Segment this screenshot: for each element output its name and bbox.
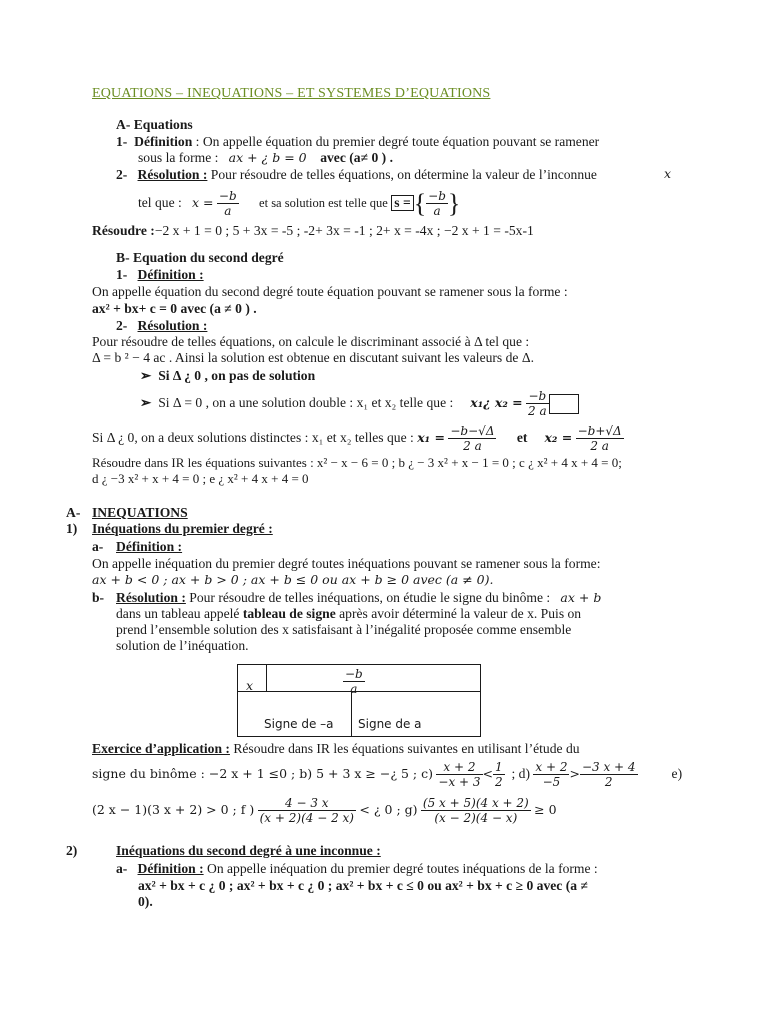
b-definition-heading	[116, 267, 204, 283]
arrow-icon: ➢	[140, 368, 152, 383]
definition-label: Définition :	[137, 861, 204, 876]
ineq-s2a-line	[116, 861, 598, 877]
ineq-b-line3: prend l’ensemble solution des x satisfaisant à l’inégalité proposée comme ensemble	[116, 622, 572, 637]
b-text2c: après avoir déterminé la valeur de x. Puis on	[335, 606, 582, 621]
ineq-letter: A-	[66, 505, 81, 520]
exercice-label: Exercice d’application :	[92, 741, 230, 756]
ineq-a-text: On appelle inéquation du premier degré toutes inéquations pouvant se ramener sous la forme:	[92, 556, 601, 571]
case1-text: Si Δ ¿ 0 , on pas de solution	[158, 368, 316, 383]
double-root-fraction: $\frac{-b}{2 a}$	[528, 389, 547, 419]
c-frac1: $\frac{x + 2}{-x + 3}$	[438, 760, 481, 790]
resolution-line	[116, 167, 597, 183]
exercice-line1	[92, 741, 580, 757]
definition-label: Définition	[134, 134, 193, 149]
table-border-right	[480, 664, 481, 737]
ineq-a-num: a-	[92, 539, 104, 554]
tableau-de-signe: tableau de signe	[242, 606, 336, 621]
case3	[92, 423, 624, 453]
ineq-s1-num: 1)	[66, 521, 78, 536]
double-root-label: x₁¿ x₂ =	[470, 395, 523, 410]
ineq-s2-title: Inéquations du second degré à une inconnue :	[116, 843, 381, 858]
solution-set-fraction: $\frac{-b}{a}$	[428, 189, 446, 219]
g-frac: $\frac{(5 x + 5)(4 x + 2)}{(x - 2)(4 - x)}$	[422, 796, 529, 826]
exercice-line3	[92, 793, 557, 827]
exercice-line2	[92, 757, 682, 791]
table-x-label: x	[246, 678, 254, 693]
table-border-bottom	[237, 736, 481, 737]
table-col-divider	[266, 664, 267, 692]
f-rest: < ¿ 0 ; g)	[359, 802, 418, 817]
ineq-s2-num: 2)	[66, 843, 78, 858]
e-label: e)	[671, 766, 683, 781]
item-number: a-	[116, 861, 128, 876]
b-resolution-heading	[116, 318, 207, 334]
solution-text: et sa solution est telle que	[259, 196, 388, 210]
exo-ab: signe du binôme : −2 x + 1 ≤0 ; b) 5 + 3 x ≥ −¿ 5 ; c)	[92, 766, 433, 781]
b-text2a: dans un tableau appelé	[116, 606, 243, 621]
resoudre-line	[92, 223, 534, 239]
definition-text2: sous la forme :	[138, 150, 219, 165]
table-border-left	[237, 664, 238, 737]
ineq-s1-title: Inéquations du premier degré :	[92, 521, 273, 536]
resolution-label: Résolution :	[137, 318, 208, 333]
d-frac2: $\frac{-3 x + 4}{2}$	[581, 760, 636, 790]
unknown-var: x	[664, 166, 672, 181]
quadratic-form: ax² + bx+ c = 0 avec (a ≠ 0 ) .	[92, 301, 257, 316]
b-resolution-text: Pour résoudre de telles équations, on calcule le discriminant associé à Δ tel que :	[92, 334, 530, 349]
d-gt: >	[569, 766, 580, 781]
s2a-text: On appelle inéquation du premier degré toutes inéquations de la forme :	[203, 861, 598, 876]
resolution-text: Pour résoudre de telles équations, on détermine la valeur de l’inconnue	[207, 167, 597, 182]
x-equals: x =	[192, 195, 214, 210]
resolution-label: Résolution :	[137, 167, 208, 182]
arrow-icon: ➢	[140, 395, 152, 410]
ineq-b-line4: solution de l’inéquation.	[116, 638, 249, 653]
definition-label: Définition :	[137, 267, 204, 282]
exo-ef: (2 x − 1)(3 x + 2) > 0 ; f )	[92, 802, 255, 817]
resoudre-equations: −2 x + 1 = 0 ; 5 + 3x = -5 ; -2+ 3x = -1 ; 2+ x = -4x ; −2 x + 1 = -5x-1	[154, 223, 534, 238]
case3-text: Si Δ ¿ 0, on a deux solutions distinctes : x₁ et x₂ telles que :	[92, 430, 414, 445]
ineq-s2a-forms: ax² + bx + c ¿ 0 ; ax² + bx + c ¿ 0 ; ax² + bx + c ≤ 0 ou ax² + bx + c ≥ 0 avec (a ≠	[138, 878, 588, 893]
exercice-text: Résoudre dans IR les équations suivantes en utilisant l’étude du	[229, 741, 580, 756]
d-frac1: $\frac{x + 2}{-5}$	[535, 760, 568, 790]
linear-form: ax + ¿ b = 0	[228, 150, 307, 165]
ineq-s2a-end: 0).	[138, 894, 153, 909]
d-label: ; d)	[511, 766, 530, 781]
ineq-b-line2	[116, 606, 581, 622]
item-number: 1-	[116, 134, 128, 149]
definition-form-line	[138, 150, 393, 166]
solution-line: tel que : x = $\frac{-b}{a}$ et sa solution est telle que s = { $\frac{-b}{a}$ }	[138, 188, 461, 219]
resolution-label: Résolution :	[116, 590, 186, 605]
case2-text: Si Δ = 0 , on a une solution double : x₁ et x₂ telle que :	[158, 395, 454, 410]
table-sign-divider	[351, 691, 352, 737]
b-definition-text: On appelle équation du second degré toute équation pouvant se ramener sous la forme :	[92, 284, 568, 299]
x1-fraction: $\frac{-b-√\Delta}{2 a}$	[450, 424, 495, 454]
g-rest: ≥ 0	[534, 802, 557, 817]
resoudre-label: Résoudre :	[92, 223, 155, 238]
x2-fraction: $\frac{-b+√\Delta}{2 a}$	[577, 424, 622, 454]
b-resoudre-line1: Résoudre dans IR les équations suivantes : x² − x − 6 = 0 ; b ¿ − 3 x² + x − 1 = 0 ; c ¿ x² + 4 x + 4 = 0;	[92, 455, 622, 470]
root-fraction: $\frac{-b}{a}$	[345, 667, 363, 696]
x1-label: x₁ =	[417, 430, 445, 445]
c-frac2: $\frac{1}{2}$	[495, 760, 503, 790]
section-b-heading: B- Equation du second degré	[116, 250, 284, 265]
ineq-b-num: b-	[92, 590, 105, 605]
case1	[140, 368, 315, 384]
sign-left: Signe de –a	[264, 717, 334, 731]
delta-line: Δ = b ² − 4 ac . Ainsi la solution est obtenue en discutant suivant les valeurs de Δ.	[92, 350, 534, 365]
fraction-minus-b-over-a: $\frac{-b}{a}$	[218, 189, 237, 219]
case2	[140, 388, 579, 418]
item-number: 2-	[116, 318, 128, 333]
section-a-heading: A- Equations	[116, 117, 193, 132]
page-title: EQUATIONS – INEQUATIONS – ET SYSTEMES D’EQUATIONS	[92, 86, 491, 101]
linear-condition: avec (a≠ 0 ) .	[320, 150, 393, 165]
b-text1: Pour résoudre de telles inéquations, on étudie le signe du binôme :	[185, 590, 551, 605]
f-frac: $\frac{4 - 3 x}{(x + 2)(4 - 2 x)}$	[259, 796, 354, 826]
definition-line	[116, 134, 599, 150]
sign-right: Signe de a	[358, 717, 422, 731]
item-number: 2-	[116, 167, 128, 182]
ineq-a-label: Définition :	[116, 539, 183, 554]
ineq-heading: INEQUATIONS	[92, 505, 188, 520]
b-resoudre-line2: d ¿ −3 x² + x + 4 = 0 ; e ¿ x² + 4 x + 4 = 0	[92, 471, 309, 486]
et-text: et	[516, 430, 528, 445]
ineq-b-line1	[116, 590, 601, 606]
answer-box	[549, 394, 579, 414]
binome: ax + b	[560, 590, 602, 605]
ineq-a-forms: ax + b < 0 ; ax + b > 0 ; ax + b ≤ 0 ou ax + b ≥ 0 avec (a ≠ 0).	[92, 572, 494, 587]
item-number: 1-	[116, 267, 128, 282]
x2-label: x₂ =	[544, 430, 573, 445]
table-border-top	[237, 664, 481, 665]
solution-set-box: s =	[391, 195, 413, 211]
table-root	[343, 667, 365, 696]
tel-que-text: tel que :	[138, 195, 182, 210]
c-lt: <	[482, 766, 494, 781]
definition-text: : On appelle équation du premier degré toute équation pouvant se ramener	[192, 134, 600, 149]
